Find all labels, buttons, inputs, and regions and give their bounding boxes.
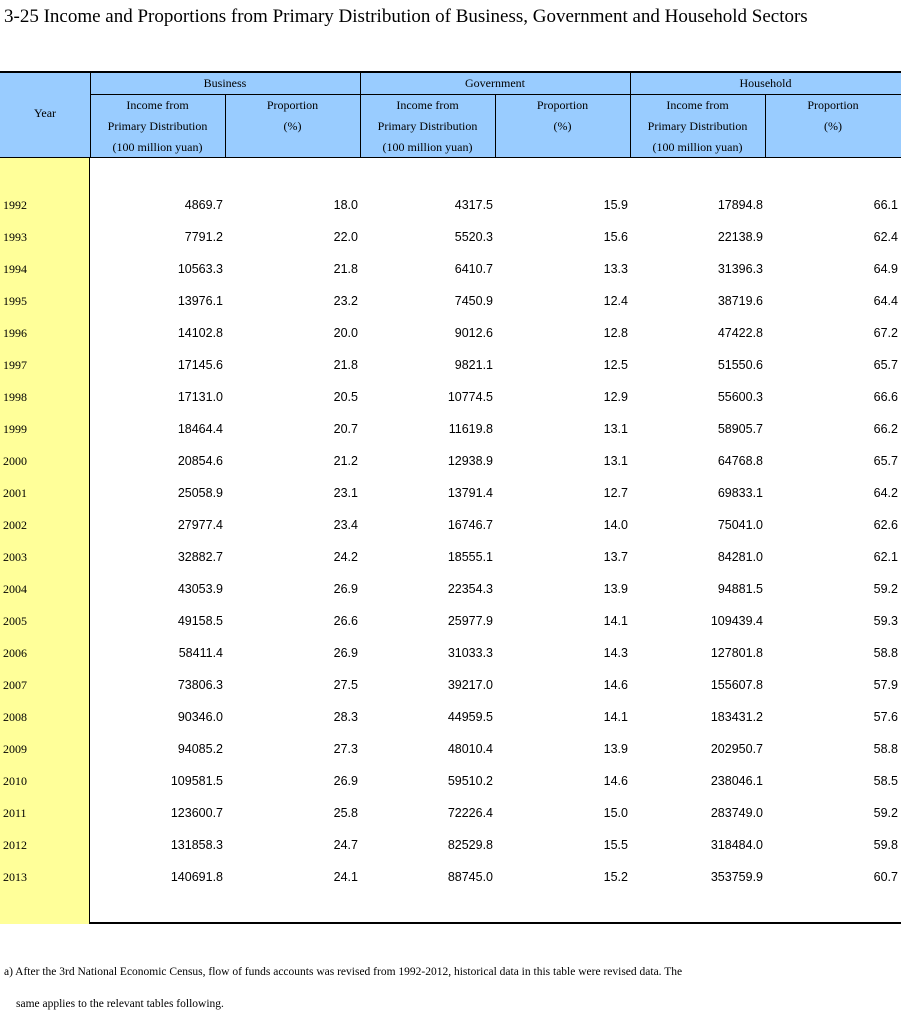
subheader-government-income: Income from Primary Distribution (100 million yuan) bbox=[377, 98, 478, 154]
business-income-cell: 140691.8 bbox=[170, 870, 223, 884]
government-income-cell: 5520.3 bbox=[454, 230, 493, 244]
table-row bbox=[0, 608, 901, 640]
business-income-cell: 32882.7 bbox=[177, 550, 223, 564]
year-cell: 1995 bbox=[3, 294, 27, 308]
business-income-cell: 123600.7 bbox=[170, 806, 223, 820]
government-proportion-cell: 14.6 bbox=[603, 678, 628, 692]
government-income-cell: 72226.4 bbox=[447, 806, 493, 820]
year-cell: 2008 bbox=[3, 710, 27, 724]
table-row bbox=[0, 352, 901, 384]
household-income-cell: 318484.0 bbox=[710, 838, 763, 852]
year-cell: 2012 bbox=[3, 838, 27, 852]
year-cell: 2007 bbox=[3, 678, 27, 692]
government-proportion-cell: 13.1 bbox=[603, 454, 628, 468]
year-cell: 2004 bbox=[3, 582, 27, 596]
year-cell: 2005 bbox=[3, 614, 27, 628]
government-income-cell: 6410.7 bbox=[454, 262, 493, 276]
year-cell: 1996 bbox=[3, 326, 27, 340]
government-proportion-cell: 15.0 bbox=[603, 806, 628, 820]
year-cell: 2010 bbox=[3, 774, 27, 788]
government-proportion-cell: 12.9 bbox=[603, 390, 628, 404]
business-income-cell: 94085.2 bbox=[177, 742, 223, 756]
business-proportion-cell: 26.6 bbox=[333, 614, 358, 628]
business-income-cell: 14102.8 bbox=[177, 326, 223, 340]
household-income-cell: 202950.7 bbox=[710, 742, 763, 756]
household-proportion-cell: 62.4 bbox=[873, 230, 898, 244]
divider bbox=[225, 94, 226, 158]
table-row bbox=[0, 480, 901, 512]
household-income-cell: 22138.9 bbox=[717, 230, 763, 244]
household-income-cell: 31396.3 bbox=[717, 262, 763, 276]
government-proportion-cell: 15.2 bbox=[603, 870, 628, 884]
government-proportion-cell: 12.5 bbox=[603, 358, 628, 372]
household-proportion-cell: 66.6 bbox=[873, 390, 898, 404]
household-income-cell: 183431.2 bbox=[710, 710, 763, 724]
government-income-cell: 10774.5 bbox=[447, 390, 493, 404]
subheader-household-proportion: Proportion (%) bbox=[807, 98, 859, 133]
household-income-cell: 64768.8 bbox=[717, 454, 763, 468]
government-proportion-cell: 13.9 bbox=[603, 742, 628, 756]
subheader-business-income: Income from Primary Distribution (100 million yuan) bbox=[107, 98, 208, 154]
household-proportion-cell: 60.7 bbox=[873, 870, 898, 884]
government-income-cell: 16746.7 bbox=[447, 518, 493, 532]
household-proportion-cell: 66.1 bbox=[873, 198, 898, 212]
government-proportion-cell: 15.6 bbox=[603, 230, 628, 244]
household-income-cell: 69833.1 bbox=[717, 486, 763, 500]
government-income-cell: 82529.8 bbox=[447, 838, 493, 852]
group-header-business: Business bbox=[203, 76, 247, 90]
household-proportion-cell: 64.9 bbox=[873, 262, 898, 276]
business-income-cell: 43053.9 bbox=[177, 582, 223, 596]
household-income-cell: 51550.6 bbox=[717, 358, 763, 372]
year-cell: 2003 bbox=[3, 550, 27, 564]
household-income-cell: 94881.5 bbox=[717, 582, 763, 596]
divider bbox=[630, 73, 631, 158]
business-income-cell: 25058.9 bbox=[177, 486, 223, 500]
table-row bbox=[0, 640, 901, 672]
household-proportion-cell: 57.9 bbox=[873, 678, 898, 692]
divider bbox=[765, 94, 766, 158]
business-proportion-cell: 27.3 bbox=[333, 742, 358, 756]
government-income-cell: 18555.1 bbox=[447, 550, 493, 564]
government-proportion-cell: 13.7 bbox=[603, 550, 628, 564]
business-proportion-cell: 26.9 bbox=[333, 646, 358, 660]
household-income-cell: 238046.1 bbox=[710, 774, 763, 788]
household-income-cell: 58905.7 bbox=[717, 422, 763, 436]
household-proportion-cell: 58.8 bbox=[873, 646, 898, 660]
household-proportion-cell: 65.7 bbox=[873, 358, 898, 372]
table-row bbox=[0, 544, 901, 576]
household-income-cell: 75041.0 bbox=[717, 518, 763, 532]
government-income-cell: 7450.9 bbox=[454, 294, 493, 308]
business-income-cell: 20854.6 bbox=[177, 454, 223, 468]
government-income-cell: 12938.9 bbox=[447, 454, 493, 468]
business-proportion-cell: 20.0 bbox=[333, 326, 358, 340]
table-row bbox=[0, 256, 901, 288]
year-cell: 1997 bbox=[3, 358, 27, 372]
year-cell: 1994 bbox=[3, 262, 27, 276]
government-proportion-cell: 12.7 bbox=[603, 486, 628, 500]
year-cell: 2001 bbox=[3, 486, 27, 500]
business-proportion-cell: 20.7 bbox=[333, 422, 358, 436]
government-income-cell: 44959.5 bbox=[447, 710, 493, 724]
government-income-cell: 59510.2 bbox=[447, 774, 493, 788]
household-income-cell: 84281.0 bbox=[717, 550, 763, 564]
table-row bbox=[0, 832, 901, 864]
household-proportion-cell: 64.4 bbox=[873, 294, 898, 308]
government-income-cell: 11619.8 bbox=[448, 422, 493, 436]
household-income-cell: 55600.3 bbox=[717, 390, 763, 404]
group-header-household: Household bbox=[739, 76, 792, 90]
business-proportion-cell: 27.5 bbox=[333, 678, 358, 692]
business-proportion-cell: 21.8 bbox=[333, 358, 358, 372]
household-proportion-cell: 57.6 bbox=[873, 710, 898, 724]
year-cell: 1998 bbox=[3, 390, 27, 404]
government-proportion-cell: 14.1 bbox=[603, 614, 628, 628]
household-proportion-cell: 64.2 bbox=[873, 486, 898, 500]
household-proportion-cell: 59.2 bbox=[873, 582, 898, 596]
government-income-cell: 48010.4 bbox=[447, 742, 493, 756]
page-title: 3-25 Income and Proportions from Primary Distribution of Business, Government and Household Sectors bbox=[4, 6, 808, 27]
government-proportion-cell: 14.3 bbox=[603, 646, 628, 660]
table-body bbox=[0, 192, 901, 896]
year-cell: 2011 bbox=[3, 806, 27, 820]
year-cell: 1993 bbox=[3, 230, 27, 244]
government-proportion-cell: 15.9 bbox=[603, 198, 628, 212]
subheader-business-proportion: Proportion (%) bbox=[266, 98, 319, 133]
business-income-cell: 90346.0 bbox=[177, 710, 223, 724]
government-proportion-cell: 14.1 bbox=[603, 710, 628, 724]
table-row bbox=[0, 288, 901, 320]
business-proportion-cell: 23.2 bbox=[333, 294, 358, 308]
government-income-cell: 88745.0 bbox=[447, 870, 493, 884]
year-cell: 2009 bbox=[3, 742, 27, 756]
household-proportion-cell: 67.2 bbox=[873, 326, 898, 340]
divider bbox=[360, 73, 361, 158]
business-proportion-cell: 20.5 bbox=[333, 390, 358, 404]
footnote-line-1: a) After the 3rd National Economic Census, flow of funds accounts was revised from 1992-2012, historical data in this table were revised data. The bbox=[4, 966, 683, 978]
government-proportion-cell: 12.4 bbox=[603, 294, 628, 308]
government-income-cell: 31033.3 bbox=[447, 646, 493, 660]
business-income-cell: 17145.6 bbox=[177, 358, 223, 372]
table-header bbox=[0, 73, 901, 158]
household-proportion-cell: 58.8 bbox=[873, 742, 898, 756]
household-proportion-cell: 59.3 bbox=[873, 614, 898, 628]
government-income-cell: 25977.9 bbox=[447, 614, 493, 628]
business-proportion-cell: 22.0 bbox=[333, 230, 358, 244]
household-income-cell: 353759.9 bbox=[710, 870, 763, 884]
government-proportion-cell: 12.8 bbox=[603, 326, 628, 340]
table-row bbox=[0, 704, 901, 736]
household-proportion-cell: 62.1 bbox=[873, 550, 898, 564]
household-income-cell: 127801.8 bbox=[710, 646, 763, 660]
government-proportion-cell: 13.3 bbox=[603, 262, 628, 276]
household-proportion-cell: 58.5 bbox=[873, 774, 898, 788]
table-row bbox=[0, 736, 901, 768]
household-proportion-cell: 62.6 bbox=[873, 518, 898, 532]
government-income-cell: 39217.0 bbox=[447, 678, 493, 692]
government-income-cell: 9012.6 bbox=[454, 326, 493, 340]
table-row bbox=[0, 320, 901, 352]
table-row bbox=[0, 512, 901, 544]
business-proportion-cell: 23.4 bbox=[333, 518, 358, 532]
group-header-government: Government bbox=[465, 76, 525, 90]
business-income-cell: 4869.7 bbox=[184, 198, 223, 212]
business-proportion-cell: 26.9 bbox=[333, 774, 358, 788]
business-proportion-cell: 24.2 bbox=[333, 550, 358, 564]
year-header: Year bbox=[33, 106, 57, 120]
business-income-cell: 58411.4 bbox=[178, 646, 223, 660]
business-proportion-cell: 21.2 bbox=[333, 454, 358, 468]
business-proportion-cell: 24.7 bbox=[333, 838, 358, 852]
business-proportion-cell: 28.3 bbox=[333, 710, 358, 724]
year-cell: 1999 bbox=[3, 422, 27, 436]
divider bbox=[90, 94, 901, 95]
household-income-cell: 109439.4 bbox=[710, 614, 763, 628]
government-income-cell: 4317.5 bbox=[454, 198, 493, 212]
table-row bbox=[0, 672, 901, 704]
table-row bbox=[0, 864, 901, 896]
government-income-cell: 13791.4 bbox=[447, 486, 493, 500]
household-income-cell: 38719.6 bbox=[717, 294, 763, 308]
year-cell: 1992 bbox=[3, 198, 27, 212]
business-proportion-cell: 26.9 bbox=[333, 582, 358, 596]
business-income-cell: 131858.3 bbox=[170, 838, 223, 852]
government-income-cell: 9821.1 bbox=[454, 358, 493, 372]
table-row bbox=[0, 384, 901, 416]
government-proportion-cell: 13.1 bbox=[603, 422, 628, 436]
household-income-cell: 47422.8 bbox=[717, 326, 763, 340]
business-income-cell: 73806.3 bbox=[177, 678, 223, 692]
year-cell: 2013 bbox=[3, 870, 27, 884]
table-row bbox=[0, 448, 901, 480]
household-income-cell: 17894.8 bbox=[717, 198, 763, 212]
footnote-line-2: same applies to the relevant tables following. bbox=[16, 998, 224, 1010]
table-row bbox=[0, 576, 901, 608]
business-income-cell: 7791.2 bbox=[184, 230, 223, 244]
subheader-household-income: Income from Primary Distribution (100 million yuan) bbox=[647, 98, 748, 154]
business-proportion-cell: 24.1 bbox=[333, 870, 358, 884]
business-income-cell: 10563.3 bbox=[177, 262, 223, 276]
government-proportion-cell: 14.0 bbox=[603, 518, 628, 532]
divider bbox=[495, 94, 496, 158]
year-cell: 2000 bbox=[3, 454, 27, 468]
year-cell: 2002 bbox=[3, 518, 27, 532]
table-row bbox=[0, 224, 901, 256]
business-proportion-cell: 25.8 bbox=[333, 806, 358, 820]
business-proportion-cell: 23.1 bbox=[333, 486, 358, 500]
government-proportion-cell: 14.6 bbox=[603, 774, 628, 788]
table-row bbox=[0, 768, 901, 800]
household-income-cell: 155607.8 bbox=[710, 678, 763, 692]
year-cell: 2006 bbox=[3, 646, 27, 660]
government-income-cell: 22354.3 bbox=[447, 582, 493, 596]
government-proportion-cell: 15.5 bbox=[603, 838, 628, 852]
business-proportion-cell: 18.0 bbox=[333, 198, 358, 212]
business-income-cell: 18464.4 bbox=[177, 422, 223, 436]
business-proportion-cell: 21.8 bbox=[333, 262, 358, 276]
household-proportion-cell: 66.2 bbox=[873, 422, 898, 436]
household-income-cell: 283749.0 bbox=[710, 806, 763, 820]
business-income-cell: 109581.5 bbox=[170, 774, 223, 788]
divider bbox=[90, 73, 91, 158]
business-income-cell: 13976.1 bbox=[177, 294, 223, 308]
business-income-cell: 17131.0 bbox=[177, 390, 223, 404]
table-row bbox=[0, 800, 901, 832]
household-proportion-cell: 65.7 bbox=[873, 454, 898, 468]
subheader-government-proportion: Proportion (%) bbox=[536, 98, 589, 133]
table-row bbox=[0, 192, 901, 224]
business-income-cell: 27977.4 bbox=[177, 518, 223, 532]
household-proportion-cell: 59.8 bbox=[873, 838, 898, 852]
household-proportion-cell: 59.2 bbox=[873, 806, 898, 820]
business-income-cell: 49158.5 bbox=[177, 614, 223, 628]
table-row bbox=[0, 416, 901, 448]
government-proportion-cell: 13.9 bbox=[603, 582, 628, 596]
